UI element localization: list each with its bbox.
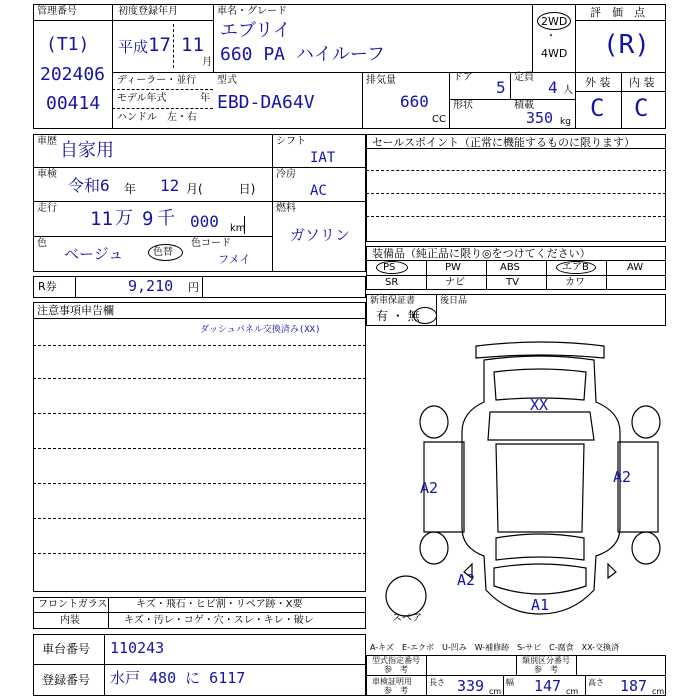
color-code-value: フメイ <box>218 253 251 266</box>
handle-label: ハンドル 左・右 <box>117 112 197 123</box>
top-section <box>33 4 666 129</box>
mark-roof: XX <box>530 396 549 414</box>
model-year-label: モデル年式 <box>117 93 167 104</box>
wheel-left-front <box>420 532 448 564</box>
mileage-sen-unit: 千 <box>157 208 175 229</box>
notes-line1: ダッシュパネル交換済み(XX) <box>200 325 321 335</box>
reg-month: 11 <box>181 34 204 56</box>
type-cert-label: 型式指定番号 <box>372 656 420 665</box>
front-glass-text: キズ・飛石・ヒビ割・リペア跡・X要 <box>136 599 303 610</box>
plate-value: 水戸 480 に 6117 <box>110 669 246 687</box>
mirror-right <box>608 564 616 578</box>
km-unit: km <box>230 223 246 234</box>
car-body-outline <box>462 356 620 614</box>
later-items-label: 後日品 <box>440 296 468 306</box>
equip-airbag: エアB <box>562 262 589 273</box>
spare-label: スペア <box>392 613 422 624</box>
equip-navi: ナビ <box>445 277 465 288</box>
color-value: ベージュ <box>64 245 124 263</box>
windshield <box>496 534 584 560</box>
mark-left-front: A2 <box>457 571 476 589</box>
load-label: 積載 <box>514 100 534 111</box>
wheel-right-front <box>632 532 660 564</box>
length-value: 339 <box>457 677 485 695</box>
equip-ps: PS <box>383 262 396 273</box>
cabin-outline <box>496 444 584 532</box>
capacity-unit: 人 <box>563 85 573 96</box>
interior-grade: C <box>634 94 649 122</box>
equip-leather: カワ <box>565 277 585 288</box>
mileage-label: 走行 <box>37 203 57 214</box>
shift-value: IAT <box>310 150 336 166</box>
shaken-era: 令和6 <box>68 176 110 195</box>
equip-tv: TV <box>506 277 519 288</box>
door-label: ドア <box>453 72 473 83</box>
recycle-row <box>33 276 366 298</box>
grade-label: 評 価 点 <box>590 6 645 19</box>
vehicle-cert-label: 車検証明用 <box>372 677 412 686</box>
chassis-label: 車台番号 <box>42 642 91 656</box>
ac-value: AC <box>310 183 327 199</box>
interior-cond-text: キズ・汚レ・コゲ・穴・スレ・キレ・破レ <box>124 615 314 626</box>
first-reg-label: 初度登録年月 <box>118 6 178 17</box>
door-value: 5 <box>496 78 506 97</box>
vehicle-cert-ref: 参 考 <box>384 686 408 695</box>
reg-era: 平成 <box>118 38 149 56</box>
month-unit: 月 <box>202 57 212 68</box>
interior-cond-label: 内装 <box>60 615 80 626</box>
load-value: 350 <box>526 109 554 127</box>
capacity-label: 定員 <box>514 72 534 83</box>
history-value: 自家用 <box>60 140 114 161</box>
ac-label: 冷房 <box>276 169 296 180</box>
mark-right-side: A2 <box>613 468 632 486</box>
warranty-none-circle <box>413 307 437 324</box>
year-unit: 年 <box>200 93 210 104</box>
reg-year: 17 <box>148 34 171 56</box>
mileage-sen: 9 <box>142 208 154 230</box>
drive-4wd: 4WD <box>541 47 568 60</box>
katashiki-value: EBD-DA64V <box>217 92 315 113</box>
wheel-right-rear <box>632 406 660 438</box>
category-label: 類別区分番号 <box>522 656 570 665</box>
drive-dot: ・ <box>546 31 556 42</box>
equip-aw: AW <box>627 262 644 273</box>
width-unit: cm <box>566 687 579 696</box>
katashiki-label: 型式 <box>217 75 237 86</box>
recycle-value: 9,210 <box>128 277 174 295</box>
displacement-label: 排気量 <box>366 75 396 86</box>
warranty-value: 有 ・ 無 <box>376 309 420 323</box>
exterior-label: 外 装 <box>585 76 611 89</box>
height-label: 高さ <box>588 678 604 687</box>
color-code-label: 色コード <box>191 238 231 249</box>
sales-points-label: セールスポイント（正常に機能するものに限ります） <box>372 136 636 149</box>
hood <box>494 564 586 594</box>
mileage-man: 11 <box>90 208 113 230</box>
spare-tire <box>386 576 426 616</box>
capacity-value: 4 <box>548 78 558 97</box>
roof-panel <box>488 412 594 440</box>
mileage-rest: 000 <box>190 212 219 231</box>
sales-points <box>366 134 666 242</box>
equip-abs: ABS <box>500 262 520 273</box>
mgmt-number: 202406 <box>40 64 106 85</box>
model-name-label: 車名・グレード <box>217 6 287 17</box>
shift-label: シフト <box>276 136 306 147</box>
grade-value: (R) <box>603 30 650 60</box>
shape-label: 形状 <box>453 100 473 111</box>
color-label: 色 <box>37 238 47 249</box>
cc-unit: CC <box>432 114 446 125</box>
mark-front: A1 <box>531 596 550 614</box>
type-cert-ref: 参 考 <box>384 665 408 674</box>
mgmt-serial: 00414 <box>46 93 101 114</box>
shaken-label: 車検 <box>37 169 57 180</box>
shaken-month: 12 <box>160 176 180 195</box>
equip-pw: PW <box>445 262 461 273</box>
width-value: 147 <box>534 677 562 695</box>
fuel-value: ガソリン <box>290 226 351 244</box>
mgmt-label: 管理番号 <box>37 6 77 17</box>
right-side-outline <box>618 442 658 532</box>
plate-label: 登録番号 <box>42 673 91 687</box>
equip-sr: SR <box>385 277 399 288</box>
mark-left-side: A2 <box>420 479 439 497</box>
height-value: 187 <box>620 677 648 695</box>
load-unit: kg <box>560 117 571 127</box>
dealer-label: ディーラー・並行 <box>117 75 197 86</box>
damage-legend: A-キズ E-エクボ U-凹み W-補修跡 S-サビ C-腐食 XX-交換済 <box>370 643 620 652</box>
wheel-left-rear <box>420 406 448 438</box>
mgmt-code: (T1) <box>46 34 90 55</box>
length-label: 長さ <box>429 678 445 687</box>
yen-unit: 円 <box>188 281 199 294</box>
category-ref: 参 考 <box>534 665 558 674</box>
notes-label: 注意事項申告欄 <box>37 304 114 317</box>
shaken-year-unit: 年 <box>124 182 137 196</box>
displacement-value: 660 <box>400 92 429 111</box>
color-change: 色替 <box>153 247 173 258</box>
interior-label: 内 装 <box>629 76 655 89</box>
length-unit: cm <box>489 687 502 696</box>
chassis-value: 110243 <box>110 639 165 657</box>
model-name-line1: エブリイ <box>220 20 291 41</box>
warranty-label: 新車保証書 <box>370 296 416 306</box>
shaken-rest: 月( 日) <box>186 182 256 196</box>
exterior-grade: C <box>590 94 605 122</box>
drive-2wd: 2WD <box>541 15 568 28</box>
fuel-label: 燃料 <box>276 203 296 214</box>
equipment-label: 装備品（純正品に限り◎をつけてください） <box>372 247 591 260</box>
recycle-label: R券 <box>38 280 57 293</box>
front-glass-label: フロントガラス <box>38 599 108 610</box>
mileage-man-unit: 万 <box>115 208 133 229</box>
model-name-line2: 660 PA ハイルーフ <box>220 44 385 65</box>
height-unit: cm <box>652 687 665 696</box>
history-label: 車歴 <box>37 136 57 147</box>
width-label: 幅 <box>506 678 514 687</box>
